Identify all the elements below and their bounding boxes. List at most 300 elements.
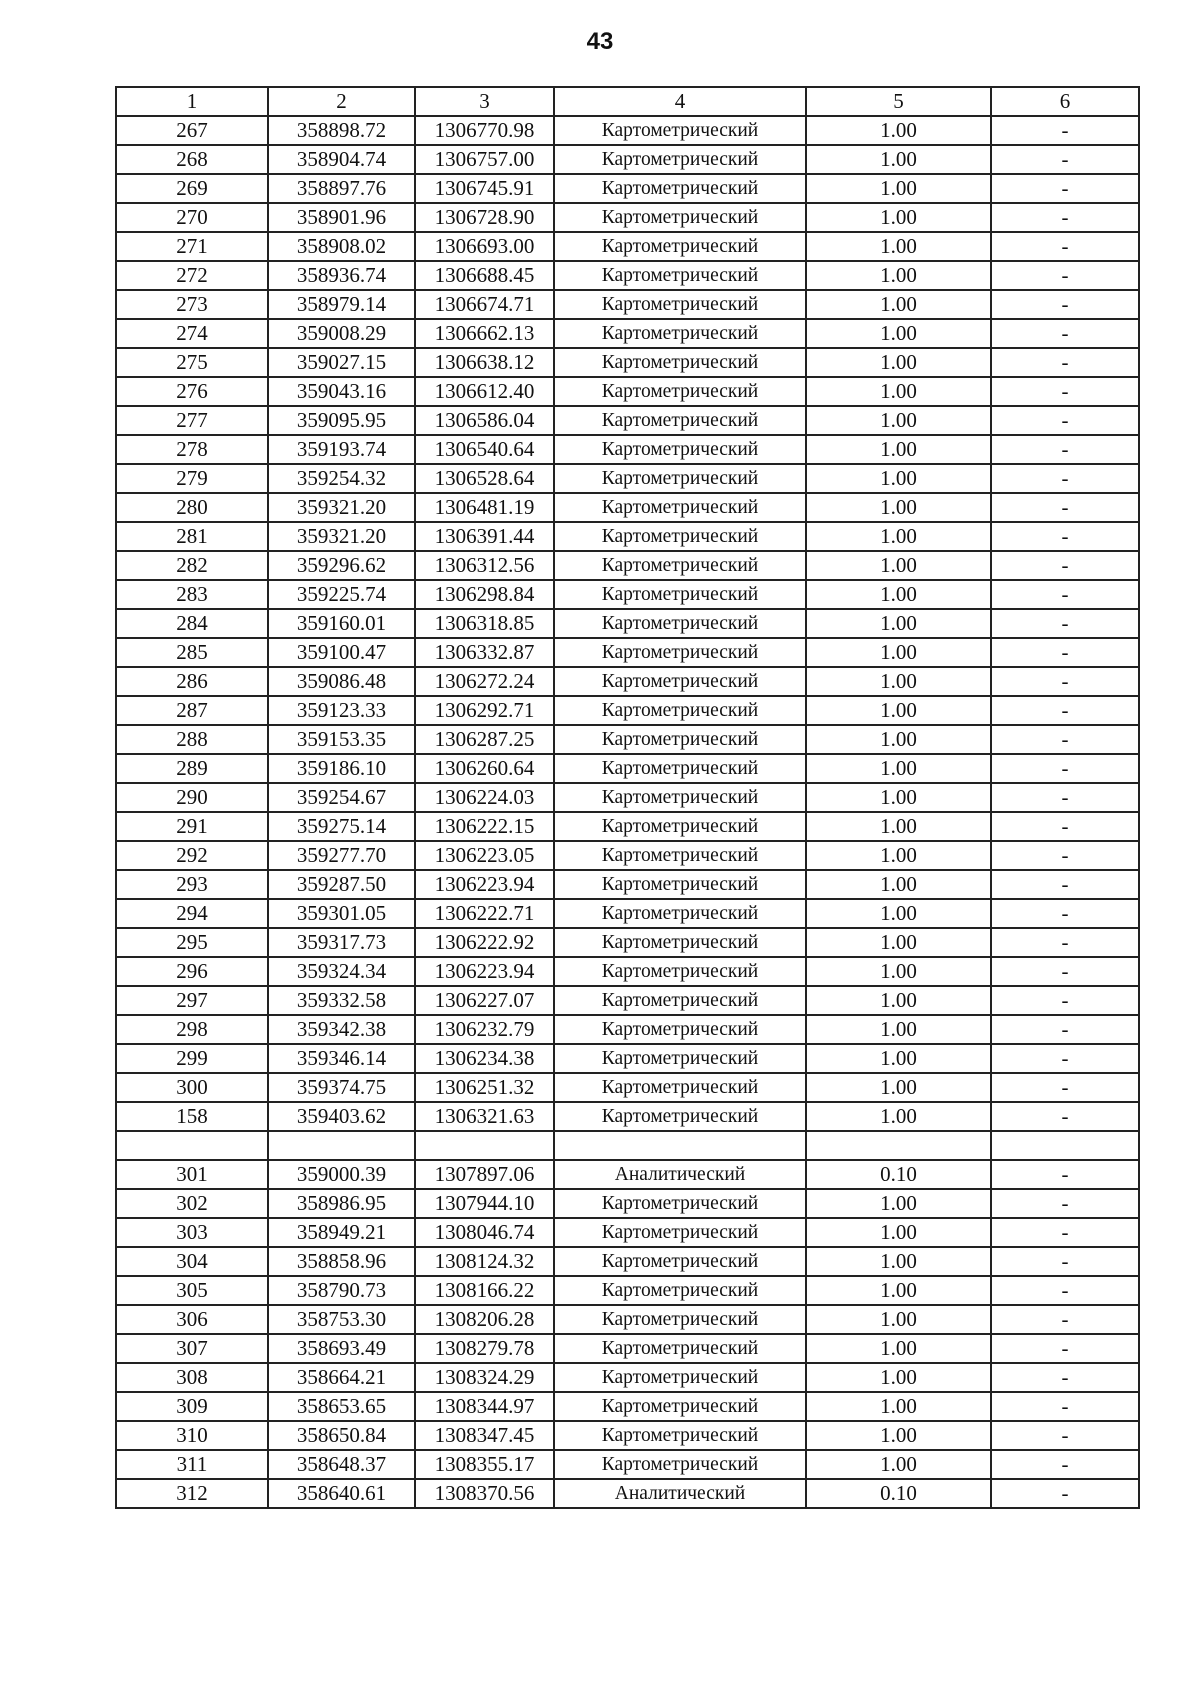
- table-row: [116, 464, 1139, 493]
- note-cell: -: [991, 667, 1139, 696]
- x-coordinate-cell: 359277.70: [268, 841, 415, 870]
- y-coordinate-cell: 1306612.40: [415, 377, 554, 406]
- accuracy-cell: 1.00: [806, 435, 991, 464]
- point-number-cell: 270: [116, 203, 268, 232]
- accuracy-cell: 1.00: [806, 464, 991, 493]
- accuracy-cell: 1.00: [806, 754, 991, 783]
- y-coordinate-cell: 1308344.97: [415, 1392, 554, 1421]
- note-cell: -: [991, 1479, 1139, 1508]
- y-coordinate-cell: 1306674.71: [415, 290, 554, 319]
- note-cell: -: [991, 232, 1139, 261]
- method-cell: Картометрический: [554, 1276, 806, 1305]
- note-cell: -: [991, 928, 1139, 957]
- accuracy-cell: 1.00: [806, 1450, 991, 1479]
- x-coordinate-cell: 359095.95: [268, 406, 415, 435]
- method-cell: Картометрический: [554, 928, 806, 957]
- point-number-cell: 303: [116, 1218, 268, 1247]
- table-row: [116, 580, 1139, 609]
- y-coordinate-cell: 1306688.45: [415, 261, 554, 290]
- x-coordinate-cell: 358908.02: [268, 232, 415, 261]
- accuracy-cell: 1.00: [806, 1392, 991, 1421]
- y-coordinate-cell: 1307944.10: [415, 1189, 554, 1218]
- y-coordinate-cell: 1308370.56: [415, 1479, 554, 1508]
- method-cell: Картометрический: [554, 1073, 806, 1102]
- table-row: [116, 638, 1139, 667]
- x-coordinate-cell: 359027.15: [268, 348, 415, 377]
- point-number-cell: 281: [116, 522, 268, 551]
- note-cell: -: [991, 1160, 1139, 1189]
- table-row: [116, 1073, 1139, 1102]
- point-number-cell: 302: [116, 1189, 268, 1218]
- x-coordinate-cell: 358858.96: [268, 1247, 415, 1276]
- accuracy-cell: 1.00: [806, 1218, 991, 1247]
- point-number-cell: 291: [116, 812, 268, 841]
- accuracy-cell: 1.00: [806, 1421, 991, 1450]
- table-row: [116, 290, 1139, 319]
- table-row: [116, 1044, 1139, 1073]
- method-cell: Картометрический: [554, 1015, 806, 1044]
- x-coordinate-cell: 359254.32: [268, 464, 415, 493]
- point-number-cell: 273: [116, 290, 268, 319]
- note-cell: -: [991, 1218, 1139, 1247]
- y-coordinate-cell: 1308324.29: [415, 1363, 554, 1392]
- table-row: [116, 493, 1139, 522]
- note-cell: -: [991, 580, 1139, 609]
- x-coordinate-cell: 359043.16: [268, 377, 415, 406]
- table-row: [116, 899, 1139, 928]
- table-row: [116, 696, 1139, 725]
- note-cell: -: [991, 812, 1139, 841]
- y-coordinate-cell: 1306662.13: [415, 319, 554, 348]
- y-coordinate-cell: 1306234.38: [415, 1044, 554, 1073]
- note-cell: -: [991, 841, 1139, 870]
- x-coordinate-cell: 359403.62: [268, 1102, 415, 1131]
- note-cell: -: [991, 899, 1139, 928]
- method-cell: Картометрический: [554, 1305, 806, 1334]
- point-number-cell: 312: [116, 1479, 268, 1508]
- y-coordinate-cell: 1306638.12: [415, 348, 554, 377]
- y-coordinate-cell: 1306540.64: [415, 435, 554, 464]
- y-coordinate-cell: 1306332.87: [415, 638, 554, 667]
- x-coordinate-cell: 358664.21: [268, 1363, 415, 1392]
- method-cell: Картометрический: [554, 1189, 806, 1218]
- table-row: [116, 957, 1139, 986]
- y-coordinate-cell: 1308124.32: [415, 1247, 554, 1276]
- accuracy-cell: 1.00: [806, 725, 991, 754]
- y-coordinate-cell: 1306693.00: [415, 232, 554, 261]
- x-coordinate-cell: 358936.74: [268, 261, 415, 290]
- point-number-cell: 297: [116, 986, 268, 1015]
- header-row: [116, 87, 1139, 116]
- method-cell: Картометрический: [554, 1421, 806, 1450]
- table-row: [116, 145, 1139, 174]
- accuracy-cell: 1.00: [806, 928, 991, 957]
- header-cell-col-3: 3: [415, 87, 554, 116]
- x-coordinate-cell: 359287.50: [268, 870, 415, 899]
- note-cell: -: [991, 116, 1139, 145]
- coordinates-table: [115, 86, 1140, 1509]
- x-coordinate-cell: 359324.34: [268, 957, 415, 986]
- method-cell: Картометрический: [554, 609, 806, 638]
- point-number-cell: 275: [116, 348, 268, 377]
- note-cell: -: [991, 1421, 1139, 1450]
- accuracy-cell: 1.00: [806, 493, 991, 522]
- header-cell-col-1: 1: [116, 87, 268, 116]
- method-cell: Картометрический: [554, 812, 806, 841]
- method-cell: Картометрический: [554, 870, 806, 899]
- x-coordinate-cell: 358790.73: [268, 1276, 415, 1305]
- table-row: [116, 1421, 1139, 1450]
- note-cell: -: [991, 1392, 1139, 1421]
- point-number-cell: 306: [116, 1305, 268, 1334]
- x-coordinate-cell: 359160.01: [268, 609, 415, 638]
- table-row: [116, 1276, 1139, 1305]
- y-coordinate-cell: 1306528.64: [415, 464, 554, 493]
- accuracy-cell: 1.00: [806, 1073, 991, 1102]
- note-cell: -: [991, 783, 1139, 812]
- point-number-cell: 298: [116, 1015, 268, 1044]
- x-coordinate-cell: 359000.39: [268, 1160, 415, 1189]
- point-number-cell: 300: [116, 1073, 268, 1102]
- note-cell: -: [991, 435, 1139, 464]
- method-cell: Картометрический: [554, 841, 806, 870]
- point-number-cell: 295: [116, 928, 268, 957]
- table-row: [116, 1363, 1139, 1392]
- method-cell: Картометрический: [554, 986, 806, 1015]
- method-cell: Картометрический: [554, 957, 806, 986]
- method-cell: Картометрический: [554, 725, 806, 754]
- y-coordinate-cell: 1306298.84: [415, 580, 554, 609]
- method-cell: Картометрический: [554, 232, 806, 261]
- x-coordinate-cell: 358648.37: [268, 1450, 415, 1479]
- x-coordinate-cell: 359317.73: [268, 928, 415, 957]
- note-cell: -: [991, 377, 1139, 406]
- point-number-cell: 286: [116, 667, 268, 696]
- note-cell: -: [991, 1015, 1139, 1044]
- x-coordinate-cell: 359225.74: [268, 580, 415, 609]
- point-number-cell: 267: [116, 116, 268, 145]
- note-cell: -: [991, 1102, 1139, 1131]
- note-cell: -: [991, 464, 1139, 493]
- table-row: [116, 348, 1139, 377]
- accuracy-cell: 1.00: [806, 319, 991, 348]
- accuracy-cell: 1.00: [806, 957, 991, 986]
- table-row: [116, 1392, 1139, 1421]
- note-cell: [991, 1131, 1139, 1160]
- method-cell: Картометрический: [554, 406, 806, 435]
- x-coordinate-cell: 359374.75: [268, 1073, 415, 1102]
- point-number-cell: 268: [116, 145, 268, 174]
- accuracy-cell: 1.00: [806, 116, 991, 145]
- table-row: [116, 1218, 1139, 1247]
- y-coordinate-cell: 1306770.98: [415, 116, 554, 145]
- accuracy-cell: 1.00: [806, 1044, 991, 1073]
- table-row: [116, 667, 1139, 696]
- y-coordinate-cell: 1308279.78: [415, 1334, 554, 1363]
- point-number-cell: 287: [116, 696, 268, 725]
- point-number-cell: 288: [116, 725, 268, 754]
- point-number-cell: 299: [116, 1044, 268, 1073]
- x-coordinate-cell: 359275.14: [268, 812, 415, 841]
- table-row: [116, 841, 1139, 870]
- y-coordinate-cell: 1306223.94: [415, 957, 554, 986]
- note-cell: -: [991, 696, 1139, 725]
- point-number-cell: 309: [116, 1392, 268, 1421]
- note-cell: -: [991, 493, 1139, 522]
- accuracy-cell: 1.00: [806, 638, 991, 667]
- page-number: 43: [586, 28, 614, 55]
- method-cell: Картометрический: [554, 522, 806, 551]
- y-coordinate-cell: 1306223.94: [415, 870, 554, 899]
- x-coordinate-cell: [268, 1131, 415, 1160]
- y-coordinate-cell: 1306251.32: [415, 1073, 554, 1102]
- x-coordinate-cell: 358898.72: [268, 116, 415, 145]
- point-number-cell: 292: [116, 841, 268, 870]
- y-coordinate-cell: 1308347.45: [415, 1421, 554, 1450]
- method-cell: Картометрический: [554, 203, 806, 232]
- table-row: [116, 754, 1139, 783]
- method-cell: Картометрический: [554, 435, 806, 464]
- note-cell: -: [991, 725, 1139, 754]
- x-coordinate-cell: 359346.14: [268, 1044, 415, 1073]
- table-row: [116, 1131, 1139, 1160]
- header-cell-col-4: 4: [554, 87, 806, 116]
- note-cell: -: [991, 551, 1139, 580]
- note-cell: -: [991, 406, 1139, 435]
- table-row: [116, 261, 1139, 290]
- note-cell: -: [991, 348, 1139, 377]
- point-number-cell: 296: [116, 957, 268, 986]
- table-row: [116, 812, 1139, 841]
- point-number-cell: 305: [116, 1276, 268, 1305]
- accuracy-cell: 1.00: [806, 1334, 991, 1363]
- table-row: [116, 174, 1139, 203]
- y-coordinate-cell: [415, 1131, 554, 1160]
- x-coordinate-cell: 358949.21: [268, 1218, 415, 1247]
- note-cell: -: [991, 522, 1139, 551]
- method-cell: Картометрический: [554, 1044, 806, 1073]
- y-coordinate-cell: 1306321.63: [415, 1102, 554, 1131]
- table-row: [116, 1160, 1139, 1189]
- point-number-cell: 294: [116, 899, 268, 928]
- method-cell: Картометрический: [554, 261, 806, 290]
- point-number-cell: 310: [116, 1421, 268, 1450]
- accuracy-cell: 1.00: [806, 986, 991, 1015]
- accuracy-cell: 1.00: [806, 870, 991, 899]
- x-coordinate-cell: 359321.20: [268, 522, 415, 551]
- x-coordinate-cell: 359193.74: [268, 435, 415, 464]
- y-coordinate-cell: 1306232.79: [415, 1015, 554, 1044]
- table-row: [116, 1450, 1139, 1479]
- point-number-cell: 308: [116, 1363, 268, 1392]
- y-coordinate-cell: 1306586.04: [415, 406, 554, 435]
- point-number-cell: 277: [116, 406, 268, 435]
- note-cell: -: [991, 1044, 1139, 1073]
- point-number-cell: 289: [116, 754, 268, 783]
- method-cell: Картометрический: [554, 696, 806, 725]
- y-coordinate-cell: 1307897.06: [415, 1160, 554, 1189]
- point-number-cell: 278: [116, 435, 268, 464]
- x-coordinate-cell: 358897.76: [268, 174, 415, 203]
- method-cell: Картометрический: [554, 116, 806, 145]
- method-cell: Картометрический: [554, 1218, 806, 1247]
- table-row: [116, 609, 1139, 638]
- note-cell: -: [991, 609, 1139, 638]
- method-cell: Картометрический: [554, 667, 806, 696]
- x-coordinate-cell: 359301.05: [268, 899, 415, 928]
- method-cell: Картометрический: [554, 464, 806, 493]
- table-row: [116, 1247, 1139, 1276]
- note-cell: -: [991, 174, 1139, 203]
- y-coordinate-cell: 1306728.90: [415, 203, 554, 232]
- accuracy-cell: 1.00: [806, 1189, 991, 1218]
- table-row: [116, 1189, 1139, 1218]
- method-cell: Картометрический: [554, 1363, 806, 1392]
- method-cell: Картометрический: [554, 1392, 806, 1421]
- accuracy-cell: 1.00: [806, 174, 991, 203]
- accuracy-cell: 1.00: [806, 696, 991, 725]
- x-coordinate-cell: 359086.48: [268, 667, 415, 696]
- point-number-cell: 285: [116, 638, 268, 667]
- note-cell: -: [991, 1363, 1139, 1392]
- y-coordinate-cell: 1306745.91: [415, 174, 554, 203]
- y-coordinate-cell: 1306227.07: [415, 986, 554, 1015]
- method-cell: Картометрический: [554, 174, 806, 203]
- method-cell: Картометрический: [554, 1102, 806, 1131]
- accuracy-cell: 1.00: [806, 261, 991, 290]
- x-coordinate-cell: 358653.65: [268, 1392, 415, 1421]
- x-coordinate-cell: 358986.95: [268, 1189, 415, 1218]
- table-row: [116, 783, 1139, 812]
- accuracy-cell: 1.00: [806, 406, 991, 435]
- table-row: [116, 435, 1139, 464]
- table-row: [116, 116, 1139, 145]
- y-coordinate-cell: 1308046.74: [415, 1218, 554, 1247]
- header-cell-col-6: 6: [991, 87, 1139, 116]
- note-cell: -: [991, 638, 1139, 667]
- table-row: [116, 232, 1139, 261]
- header-cell-col-2: 2: [268, 87, 415, 116]
- table-row: [116, 203, 1139, 232]
- y-coordinate-cell: 1306222.15: [415, 812, 554, 841]
- accuracy-cell: 1.00: [806, 667, 991, 696]
- y-coordinate-cell: 1306222.71: [415, 899, 554, 928]
- x-coordinate-cell: 358640.61: [268, 1479, 415, 1508]
- method-cell: Картометрический: [554, 783, 806, 812]
- note-cell: -: [991, 957, 1139, 986]
- note-cell: -: [991, 754, 1139, 783]
- accuracy-cell: 1.00: [806, 1015, 991, 1044]
- point-number-cell: 274: [116, 319, 268, 348]
- x-coordinate-cell: 359342.38: [268, 1015, 415, 1044]
- method-cell: Картометрический: [554, 290, 806, 319]
- method-cell: Картометрический: [554, 754, 806, 783]
- method-cell: Картометрический: [554, 1450, 806, 1479]
- y-coordinate-cell: 1306224.03: [415, 783, 554, 812]
- method-cell: Аналитический: [554, 1160, 806, 1189]
- note-cell: -: [991, 1073, 1139, 1102]
- note-cell: -: [991, 1247, 1139, 1276]
- x-coordinate-cell: 358904.74: [268, 145, 415, 174]
- table-row: [116, 928, 1139, 957]
- y-coordinate-cell: 1306287.25: [415, 725, 554, 754]
- accuracy-cell: 0.10: [806, 1160, 991, 1189]
- table-row: [116, 1015, 1139, 1044]
- point-number-cell: 293: [116, 870, 268, 899]
- x-coordinate-cell: 358979.14: [268, 290, 415, 319]
- method-cell: Картометрический: [554, 1334, 806, 1363]
- table-body: [116, 116, 1139, 1508]
- y-coordinate-cell: 1306272.24: [415, 667, 554, 696]
- y-coordinate-cell: 1308206.28: [415, 1305, 554, 1334]
- x-coordinate-cell: 359100.47: [268, 638, 415, 667]
- accuracy-cell: 1.00: [806, 609, 991, 638]
- note-cell: -: [991, 1305, 1139, 1334]
- accuracy-cell: [806, 1131, 991, 1160]
- note-cell: -: [991, 203, 1139, 232]
- point-number-cell: 279: [116, 464, 268, 493]
- accuracy-cell: 0.10: [806, 1479, 991, 1508]
- y-coordinate-cell: 1308166.22: [415, 1276, 554, 1305]
- point-number-cell: 301: [116, 1160, 268, 1189]
- accuracy-cell: 1.00: [806, 1305, 991, 1334]
- x-coordinate-cell: 359321.20: [268, 493, 415, 522]
- note-cell: -: [991, 261, 1139, 290]
- note-cell: -: [991, 1189, 1139, 1218]
- point-number-cell: 284: [116, 609, 268, 638]
- point-number-cell: 307: [116, 1334, 268, 1363]
- table-row: [116, 1102, 1139, 1131]
- x-coordinate-cell: 359296.62: [268, 551, 415, 580]
- point-number-cell: 290: [116, 783, 268, 812]
- accuracy-cell: 1.00: [806, 377, 991, 406]
- note-cell: -: [991, 986, 1139, 1015]
- method-cell: Картометрический: [554, 638, 806, 667]
- point-number-cell: 272: [116, 261, 268, 290]
- y-coordinate-cell: 1306481.19: [415, 493, 554, 522]
- table-row: [116, 522, 1139, 551]
- y-coordinate-cell: 1306312.56: [415, 551, 554, 580]
- table-row: [116, 986, 1139, 1015]
- note-cell: -: [991, 319, 1139, 348]
- accuracy-cell: 1.00: [806, 1276, 991, 1305]
- y-coordinate-cell: 1306292.71: [415, 696, 554, 725]
- method-cell: Картометрический: [554, 551, 806, 580]
- accuracy-cell: 1.00: [806, 1247, 991, 1276]
- point-number-cell: 280: [116, 493, 268, 522]
- accuracy-cell: 1.00: [806, 290, 991, 319]
- accuracy-cell: 1.00: [806, 522, 991, 551]
- point-number-cell: 158: [116, 1102, 268, 1131]
- accuracy-cell: 1.00: [806, 232, 991, 261]
- point-number-cell: 271: [116, 232, 268, 261]
- x-coordinate-cell: 358650.84: [268, 1421, 415, 1450]
- accuracy-cell: 1.00: [806, 899, 991, 928]
- point-number-cell: 269: [116, 174, 268, 203]
- table-row: [116, 725, 1139, 754]
- accuracy-cell: 1.00: [806, 1363, 991, 1392]
- accuracy-cell: 1.00: [806, 145, 991, 174]
- x-coordinate-cell: 358753.30: [268, 1305, 415, 1334]
- x-coordinate-cell: 359186.10: [268, 754, 415, 783]
- x-coordinate-cell: 358901.96: [268, 203, 415, 232]
- note-cell: -: [991, 1450, 1139, 1479]
- table-row: [116, 1305, 1139, 1334]
- y-coordinate-cell: 1306391.44: [415, 522, 554, 551]
- method-cell: Картометрический: [554, 348, 806, 377]
- accuracy-cell: 1.00: [806, 812, 991, 841]
- y-coordinate-cell: 1306222.92: [415, 928, 554, 957]
